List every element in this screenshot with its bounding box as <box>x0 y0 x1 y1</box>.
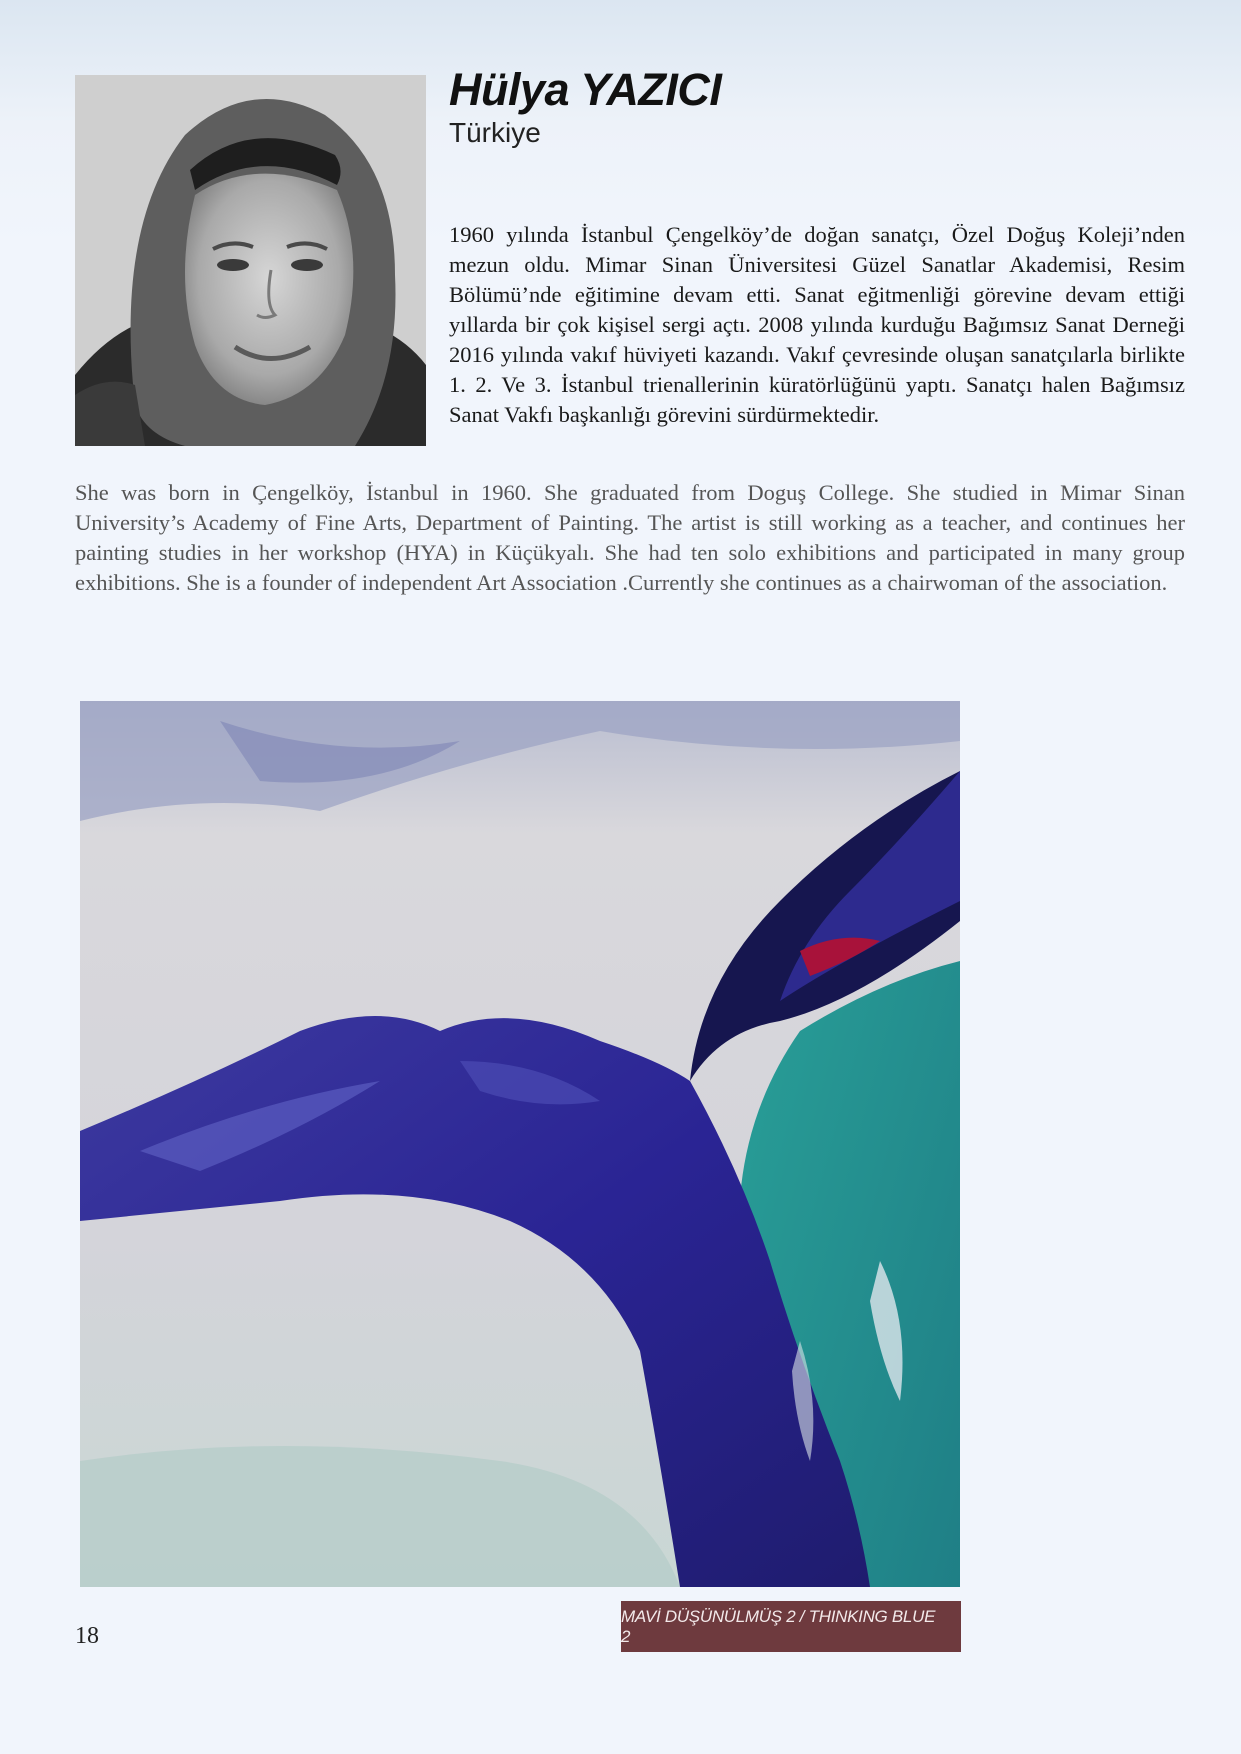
artist-portrait <box>75 75 426 446</box>
artwork-painting <box>80 701 960 1587</box>
page-number: 18 <box>75 1623 99 1649</box>
biography-turkish: 1960 yılında İstanbul Çengelköy’de doğan sanatçı, Özel Doğuş Koleji’nden mezun oldu. Mimar Sinan Üniversitesi Güzel Sanatlar Akademisi, Resim Bölümü’nde eğitimine devam etti. Sanat eğitmenliği görevine devam ettiği yıllarda bir çok kişisel sergi açtı. 2008 yılında kurduğu Bağımsız Sanat Derneği 2016 yılında vakıf hüviyeti kazandı. Vakıf çevresinde oluşan sanatçılarla birlikte 1. 2. Ve 3. İstanbul trienallerinin küratörlüğünü yaptı. Sanatçı halen Bağımsız Sanat Vakfı başkanlığı görevini sürdürmektedir. <box>449 222 1185 427</box>
artist-country: Türkiye <box>449 117 541 148</box>
biography-english: She was born in Çengelköy, İstanbul in 1960. She graduated from Doguş College. She studied in Mimar Sinan University’s Academy of Fine Arts, Department of Painting. The artist is still working as a teacher, and continues her painting studies in her workshop (HYA) in Küçükyalı. She had ten solo exhibitions and participated in many group exhibitions. She is a founder of independent Art Association .Currently she continues as a chairwoman of the association. <box>75 480 1185 595</box>
artist-name: Hülya YAZICI <box>449 64 722 115</box>
artwork-caption: MAVİ DÜŞÜNÜLMÜŞ 2 / THINKING BLUE 2 <box>621 1601 961 1652</box>
